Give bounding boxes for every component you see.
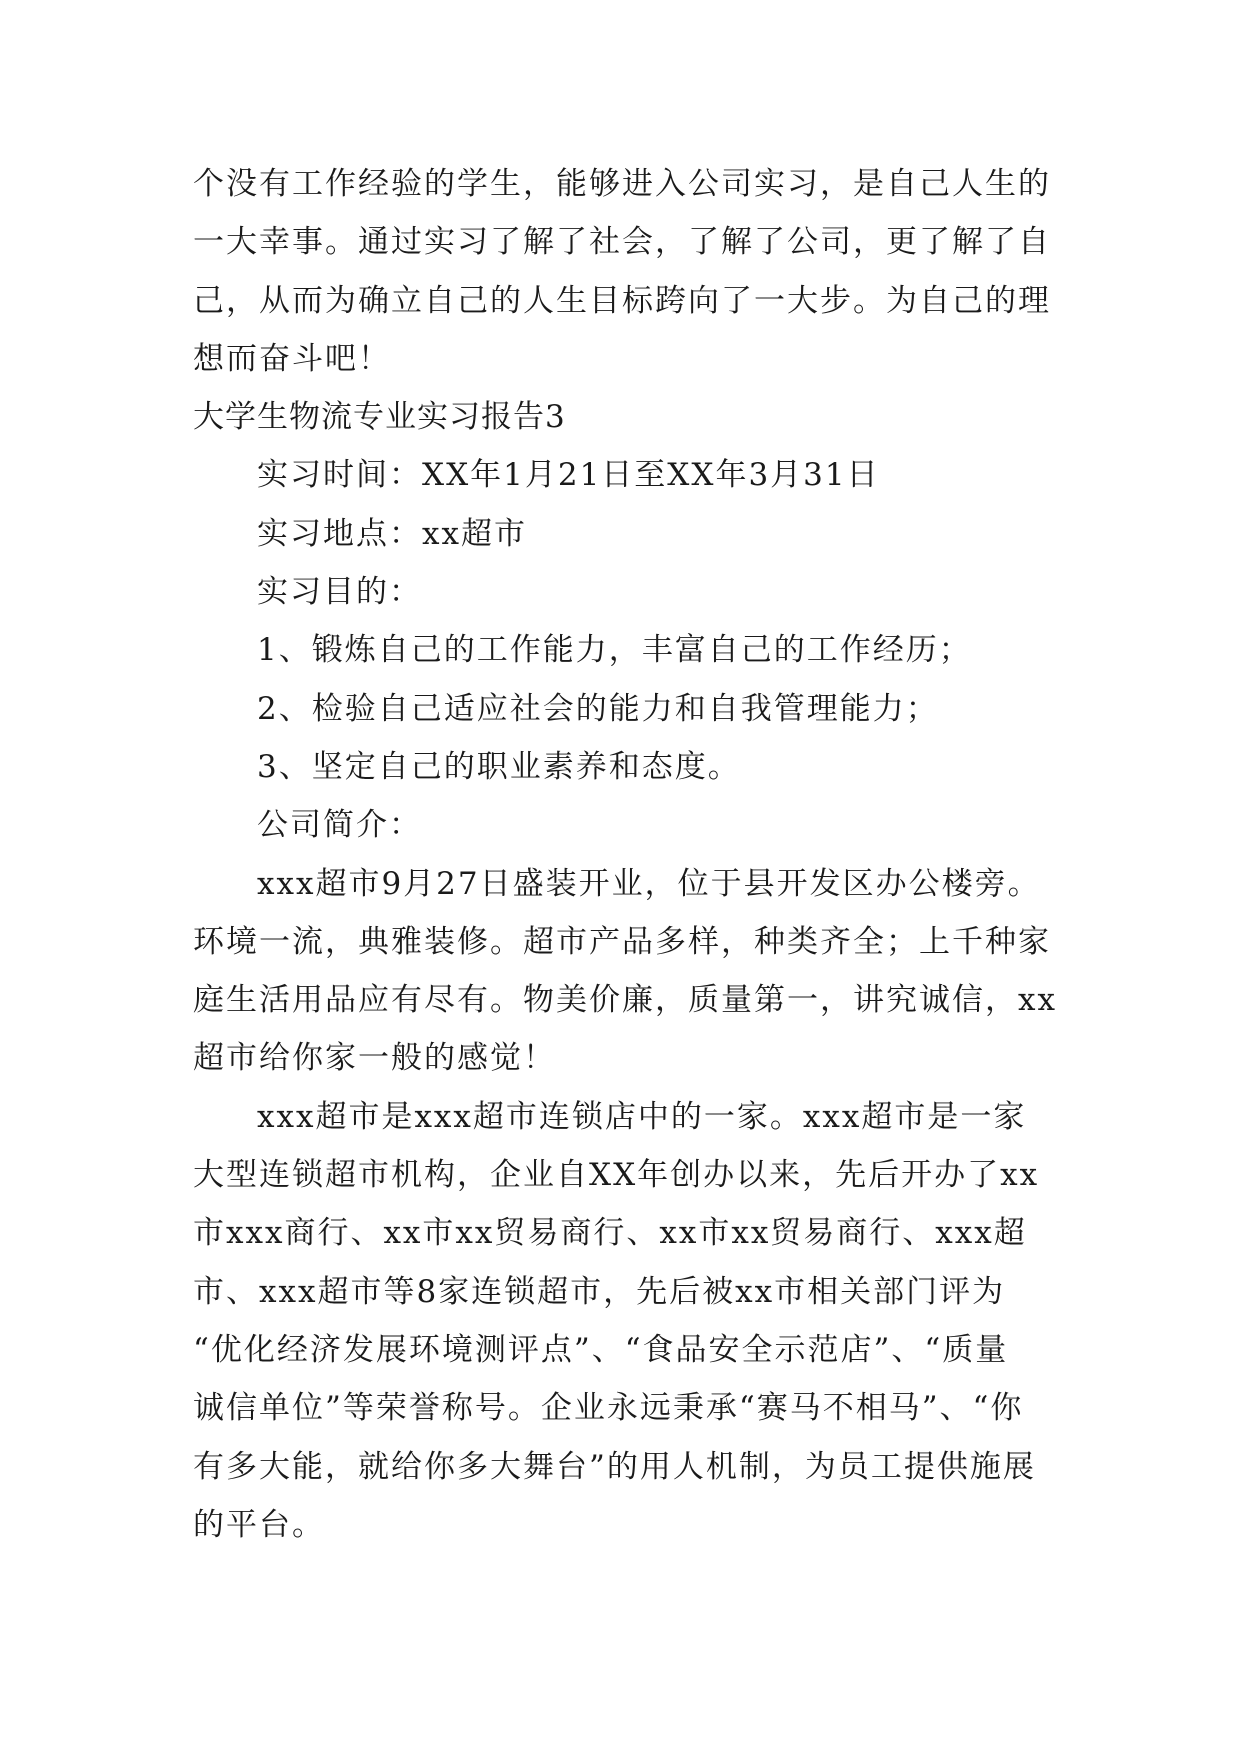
internship-place: 实习地点：xx超市: [257, 515, 527, 552]
paragraph-2-line: 的平台。: [193, 1506, 325, 1543]
purpose-label: 实习目的：: [257, 574, 422, 611]
continuation-line: 个没有工作经验的学生，能够进入公司实习，是自己人生的: [193, 166, 1051, 202]
section-title: 大学生物流专业实习报告3: [193, 399, 566, 436]
paragraph-2-line: 诚信单位”等荣誉称号。企业永远秉承“赛马不相马”、“你: [193, 1390, 1024, 1427]
paragraph-2-line: 大型连锁超市机构，企业自XX年创办以来，先后开办了xx: [193, 1157, 1040, 1194]
continuation-line: 己，从而为确立自己的人生目标跨向了一大步。为自己的理: [193, 282, 1051, 319]
paragraph-2-line: “优化经济发展环境测评点”、“食品安全示范店”、“质量: [193, 1331, 1009, 1368]
paragraph-1-line: 环境一流，典雅装修。超市产品多样，种类齐全；上千种家: [193, 923, 1051, 960]
purpose-item: 2、检验自己适应社会的能力和自我管理能力；: [257, 690, 939, 727]
continuation-line: 一大幸事。通过实习了解了社会，了解了公司，更了解了自: [193, 224, 1051, 261]
paragraph-2-line: xxx超市是xxx超市连锁店中的一家。xxx超市是一家: [257, 1098, 1027, 1135]
paragraph-1-line: 庭生活用品应有尽有。物美价廉，质量第一，讲究诚信，xx: [193, 982, 1057, 1019]
company-label: 公司简介：: [257, 807, 422, 844]
paragraph-1-line: xxx超市9月27日盛装开业，位于县开发区办公楼旁。: [257, 865, 1041, 902]
paragraph-2-line: 市、xxx超市等8家连锁超市，先后被xx市相关部门评为: [193, 1273, 1006, 1310]
document-page: [193, 155, 1057, 1554]
internship-time: 实习时间：XX年1月21日至XX年3月31日: [257, 457, 880, 494]
paragraph-2-line: 市xxx商行、xx市xx贸易商行、xx市xx贸易商行、xxx超: [193, 1215, 1027, 1252]
purpose-item: 3、坚定自己的职业素养和态度。: [257, 748, 741, 785]
paragraph-2-line: 有多大能，就给你多大舞台”的用人机制，为员工提供施展: [193, 1448, 1036, 1485]
continuation-line: 想而奋斗吧！: [193, 340, 391, 377]
purpose-item: 1、锻炼自己的工作能力，丰富自己的工作经历；: [257, 632, 972, 669]
paragraph-1-line: 超市给你家一般的感觉！: [193, 1040, 556, 1077]
